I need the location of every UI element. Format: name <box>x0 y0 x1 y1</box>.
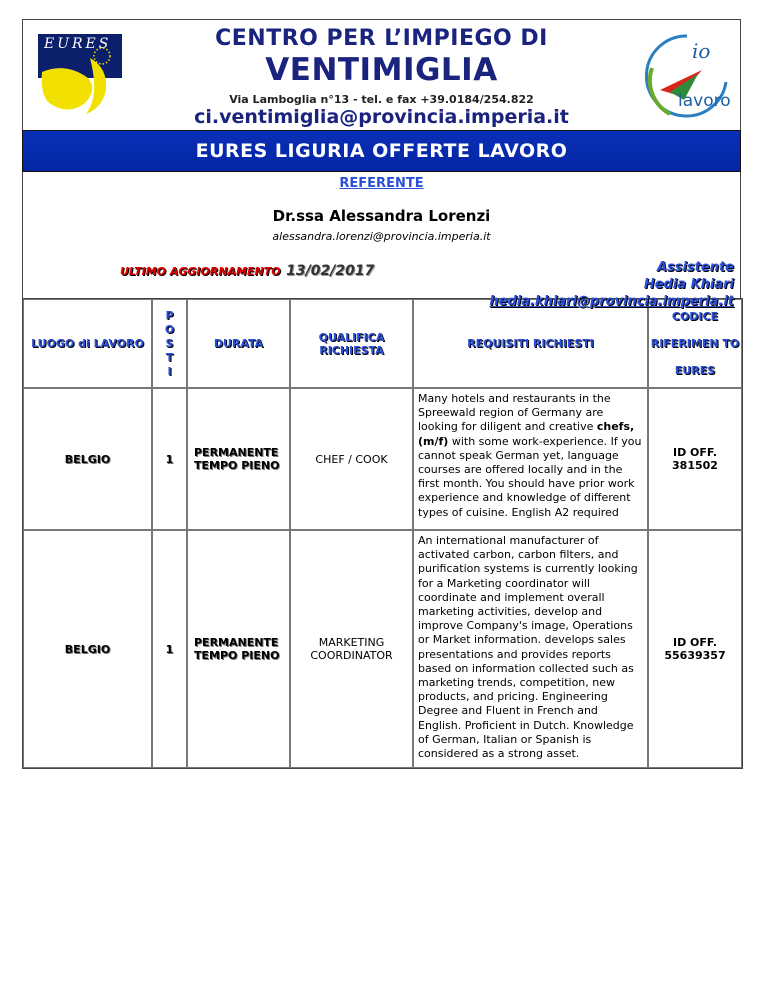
row-requisiti <box>413 388 648 530</box>
qualifica-line1: MARKETING <box>318 636 385 649</box>
table-header-row <box>23 299 742 388</box>
qualifica-line2: COORDINATOR <box>310 649 393 662</box>
table-row <box>23 530 742 768</box>
io-lavoro-logo <box>640 30 735 122</box>
col-codice-header <box>648 299 742 388</box>
last-update-date: 13/02/2017 <box>286 263 375 279</box>
row-posti: 1 <box>152 530 187 768</box>
col-durata-header: DURATA <box>187 299 290 388</box>
row-codice <box>648 530 742 768</box>
col-requisiti-header: REQUISITI RICHIESTI <box>413 299 648 388</box>
assistant-role: Assistente <box>656 260 734 275</box>
header-title-line2: VENTIMIGLIA <box>265 52 498 88</box>
job-offers-table <box>22 298 743 769</box>
document <box>22 19 741 769</box>
posti-letter: S <box>165 336 174 350</box>
durata-line1: PERMANENTE <box>194 636 279 649</box>
row-requisiti: An international manufacturer of activated carbon, carbon filters, and purification systems is currently looking for a Marketing coordinator will coordinate and implement overall marketing activities, develop and improve Company's image, Operations or Market information. develops sales presentations and provides reports based on information collected such as marketing trends, competition, new products, and pricing. Engineering Degree and Fluent in French and English. Proficient in Dutch. Knowledge of German, Italian or Spanish is considered as a strong asset. <box>413 530 648 768</box>
codice-line2: 381502 <box>672 459 718 472</box>
posti-letter: I <box>167 364 172 378</box>
col-posti-header <box>152 299 187 388</box>
col-qualifica-header: QUALIFICA RICHIESTA <box>290 299 413 388</box>
codice-line2: 55639357 <box>664 649 726 662</box>
row-durata <box>187 388 290 530</box>
table-row <box>23 388 742 530</box>
durata-line2: TEMPO PIENO <box>194 459 280 472</box>
posti-letter: T <box>165 350 174 364</box>
codice-header-mid: RIFERIMEN TO <box>650 337 740 350</box>
codice-line1: ID OFF. <box>673 446 717 459</box>
codice-line1: ID OFF. <box>673 636 717 649</box>
col-luogo-header: LUOGO di LAVORO <box>23 299 152 388</box>
header <box>22 19 741 130</box>
row-luogo: BELGIO <box>23 530 152 768</box>
req-text: with some work-experience. If you cannot speak German yet, language courses are offered locally and in the first month. You should have prior work experience and knowledge of different types of cuisine. English A2 required <box>418 434 642 519</box>
offers-banner: EURES LIGURIA OFFERTE LAVORO <box>22 130 741 172</box>
assistant-block <box>489 259 734 310</box>
last-update <box>120 260 374 279</box>
referente-section <box>22 172 741 309</box>
req-bold-text: chefs, (m/f) <box>418 420 635 448</box>
lavoro-logo-text: lavoro <box>678 91 731 111</box>
codice-header-top: CODICE <box>671 310 719 323</box>
assistant-email[interactable]: hedia.khiari@provincia.imperia.it <box>489 294 734 309</box>
last-update-label: ULTIMO AGGIORNAMENTO <box>120 265 281 278</box>
row-durata <box>187 530 290 768</box>
referente-name: Dr.ssa Alessandra Lorenzi <box>272 207 491 225</box>
referente-email[interactable]: alessandra.lorenzi@provincia.imperia.it <box>272 230 491 243</box>
eures-logo-text: EURES <box>44 36 112 52</box>
codice-header-bot: EURES <box>674 364 716 377</box>
row-posti: 1 <box>152 388 187 530</box>
row-codice <box>648 388 742 530</box>
header-email: ci.ventimiglia@provincia.imperia.it <box>194 106 569 128</box>
row-qualifica <box>290 530 413 768</box>
row-qualifica: CHEF / COOK <box>290 388 413 530</box>
header-address: Via Lamboglia n°13 - tel. e fax +39.0184/254.822 <box>229 93 534 106</box>
posti-letter: P <box>165 308 174 322</box>
assistant-name: Hedia Khiari <box>643 277 734 292</box>
posti-letter: O <box>164 322 175 336</box>
io-logo-text: io <box>692 39 711 63</box>
durata-line2: TEMPO PIENO <box>194 649 280 662</box>
row-luogo: BELGIO <box>23 388 152 530</box>
durata-line1: PERMANENTE <box>194 446 279 459</box>
referente-heading: REFERENTE <box>339 176 424 191</box>
header-title-line1: CENTRO PER L’IMPIEGO DI <box>215 26 548 51</box>
req-text: Many hotels and restaurants in the Spreewald region of Germany are looking for diligent and creative <box>418 392 611 434</box>
